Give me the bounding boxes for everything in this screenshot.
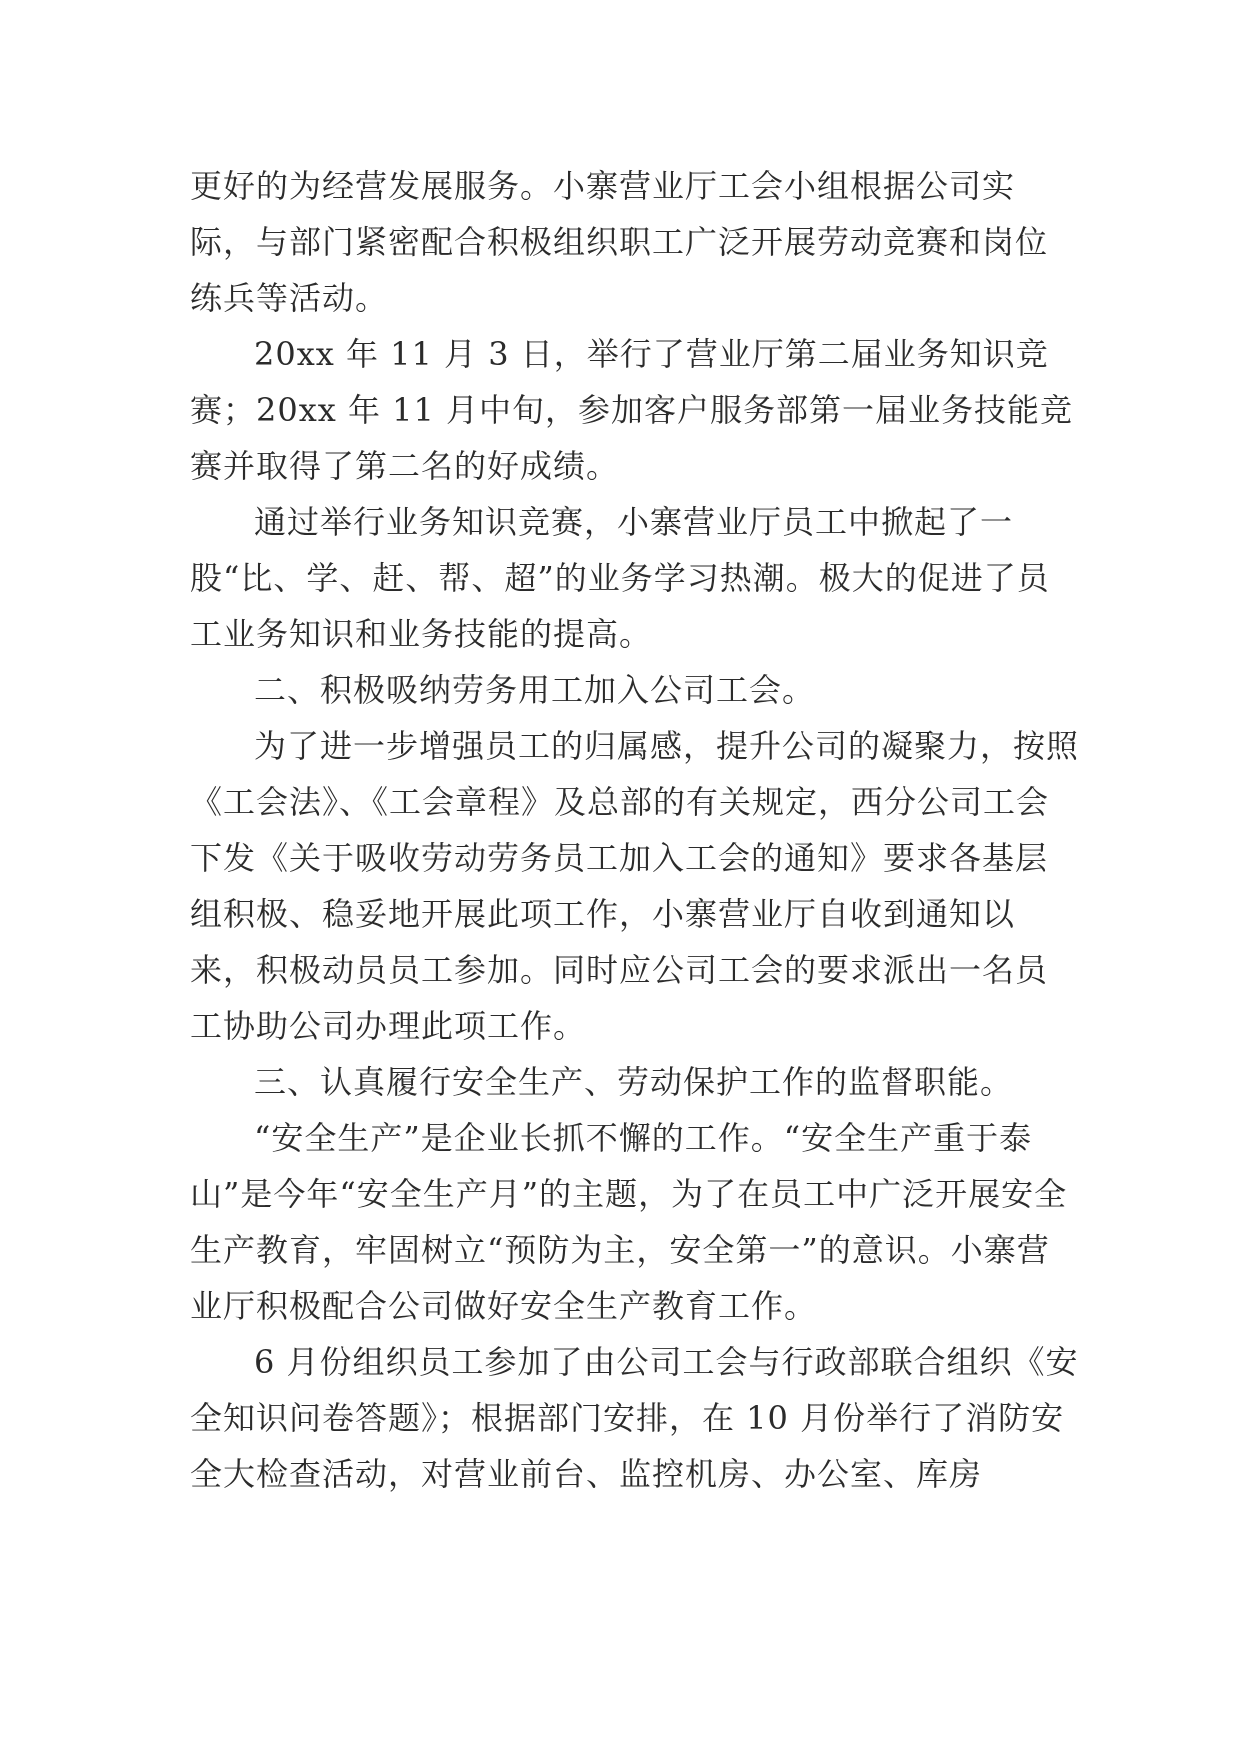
paragraph-union-membership: 为了进一步增强员工的归属感，提升公司的凝聚力，按照《工会法》、《工会章程》及总部的有关规定，西分公司工会下发《关于吸收劳动劳务员工加入工会的通知》要求各基层组积极、稳妥地开展此项工作，小寨营业厅自收到通知以来，积极动员员工参加。同时应公司工会的要求派出一名员工协助公司办理此项工作。 <box>190 727 1080 1045</box>
paragraph-competition-effect: 通过举行业务知识竞赛，小寨营业厅员工中掀起了一股“比、学、赶、帮、超”的业务学习热潮。极大的促进了员工业务知识和业务技能的提高。 <box>190 503 1050 653</box>
paragraph-safety-production: “安全生产”是企业长抓不懈的工作。“安全生产重于泰山”是今年“安全生产月”的主题，为了在员工中广泛开展安全生产教育，牢固树立“预防为主，安全第一”的意识。小寨营业厅积极配合公司做好安全生产教育工作。 <box>190 1119 1068 1325</box>
section-heading-3: 三、认真履行安全生产、劳动保护工作的监督职能。 <box>254 1063 1014 1101</box>
paragraph-safety-activities: 6 月份组织员工参加了由公司工会与行政部联合组织《安全知识问卷答题》；根据部门安排，在 10 月份举行了消防安全大检查活动，对营业前台、监控机房、办公室、库房 <box>190 1343 1079 1493</box>
paragraph-continuation: 更好的为经营发展服务。小寨营业厅工会小组根据公司实际，与部门紧密配合积极组织职工广泛开展劳动竞赛和岗位练兵等活动。 <box>190 167 1049 317</box>
paragraph-competition-dates: 20xx 年 11 月 3 日，举行了营业厅第二届业务知识竞赛；20xx 年 11 月中旬，参加客户服务部第一届业务技能竞赛并取得了第二名的好成绩。 <box>190 335 1074 485</box>
section-heading-2: 二、积极吸纳劳务用工加入公司工会。 <box>254 671 816 709</box>
document-body <box>190 158 1080 1502</box>
